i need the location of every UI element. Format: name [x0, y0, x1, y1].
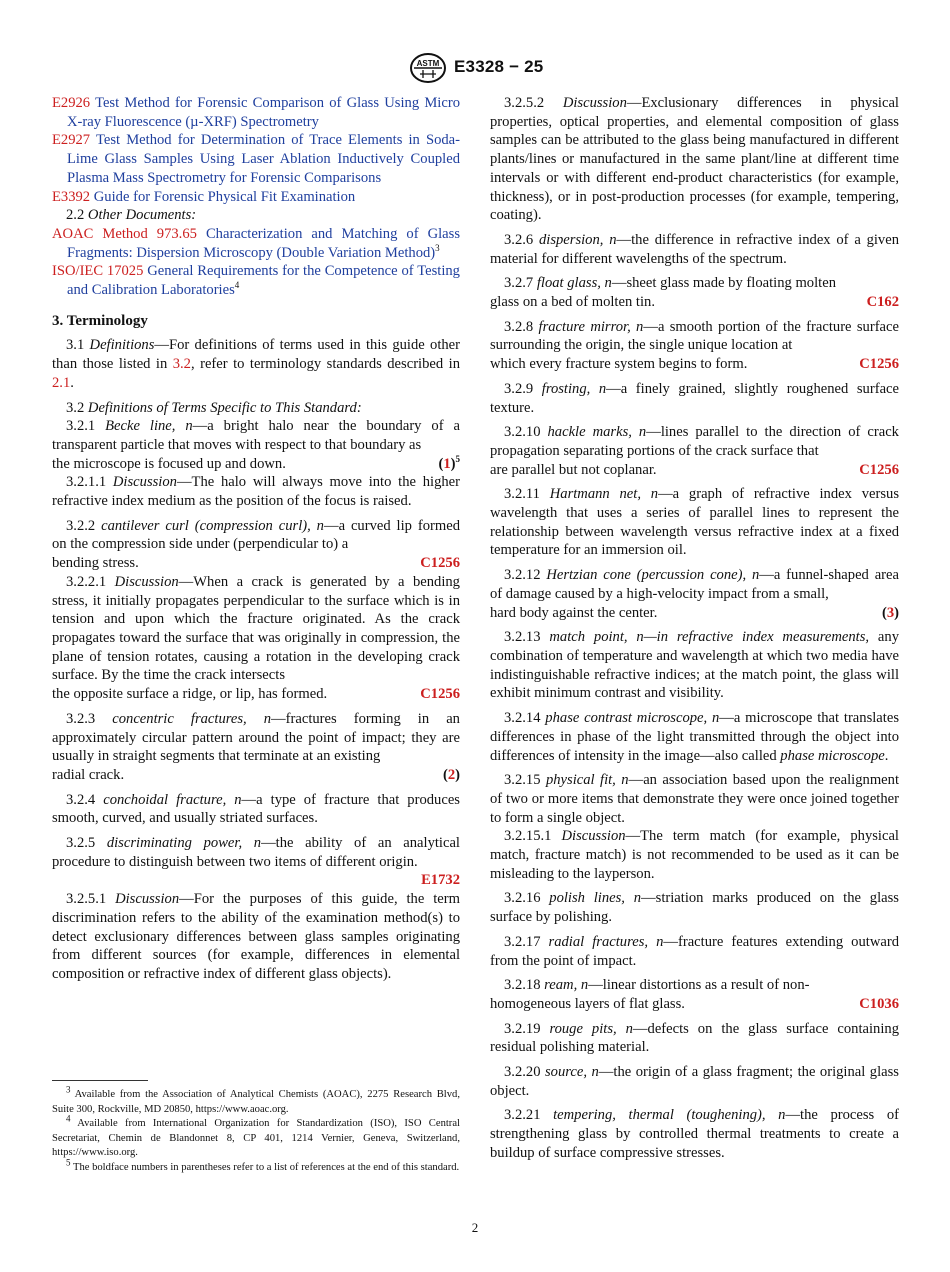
- standard-ref-link[interactable]: E1732: [421, 872, 460, 889]
- document-designation: E3328 − 25: [454, 57, 544, 76]
- page-number: 2: [471, 1220, 479, 1235]
- reference-e2926: E2926 Test Method for Forensic Comparison of Glass Using Micro X-ray Fluorescence (µ-XRF) Spectrometry: [52, 95, 460, 130]
- paragraph-3-1: 3.1 Definitions—For definitions of terms used in this guide other than those listed in 3.2, refer to terminology standards described in 2.1.: [52, 337, 461, 391]
- reference-aoac: AOAC Method 973.65 Characterization and Matching of Glass Fragments: Dispersion Microscopy (Double Variation Method)$^3$: [52, 225, 461, 261]
- paragraph-3-2-17: 3.2.17 radial fractures, n—fracture features extending outward from the point of impact.: [490, 933, 900, 969]
- footnote: $^5$ The boldface numbers in parentheses refer to a list of references at the end of this standard.: [66, 1156, 460, 1173]
- reference-list-2: [52, 225, 460, 300]
- paragraph-3-2-19: 3.2.19 rouge pits, n—defects on the glass surface containing residual polishing material.: [490, 1020, 899, 1056]
- reference-e3392: E3392 Guide for Forensic Physical Fit Examination: [52, 188, 356, 205]
- section-heading: 3. Terminology: [52, 312, 148, 329]
- section-link[interactable]: 3.2: [172, 356, 191, 373]
- paragraph-3-2-5-1: 3.2.5.1 Discussion—For the purposes of this guide, the term discrimination refers to the ability of the examination method(s) to detect exclusionary differences between glass samples originating from different sources (for example, differences in elemental composition or refractive index of different glass objects).: [52, 891, 460, 982]
- paragraph-3-2-16: 3.2.16 polish lines, n—striation marks produced on the glass surface by polishing.: [490, 890, 899, 926]
- reference-code-link[interactable]: ISO/IEC 17025: [52, 263, 144, 280]
- paragraph-3-2-6: 3.2.6 dispersion, n—the difference in refractive index of a given material for different wavelengths of the spectrum.: [490, 231, 900, 267]
- other-documents-heading: 2.2 Other Documents:: [66, 207, 197, 224]
- paragraph-3-2-7: 3.2.7 float glass, n—sheet glass made by floating molten glass on a bed of molten tin. C162: [490, 275, 899, 311]
- reference-iso: ISO/IEC 17025 General Requirements for the Competence of Testing and Calibration Laboratories$^4$: [52, 263, 460, 299]
- paragraph-3-2-4: 3.2.4 conchoidal fracture, n—a type of fracture that produces smooth, curved, and usually striated surfaces.: [52, 791, 460, 827]
- standard-ref-link[interactable]: C1256: [859, 461, 899, 478]
- footnotes: [52, 1084, 460, 1175]
- section-link[interactable]: 2.1: [52, 374, 71, 391]
- standard-ref-link[interactable]: C1036: [859, 995, 899, 1012]
- paragraph-3-2-2-1: 3.2.2.1 Discussion—When a crack is generated by a bending stress, it initially propagates perpendicular to the surface which is in tension and upon which the fracture originated. As the crack propagates toward the surface that was originally in compression, the plane of tension rotates, causing a rotation in the developing crack surface. By the time the crack intersects the opposite surface a ridge, or lip, has formed. C1256: [52, 573, 460, 703]
- paragraph-3-2-12: 3.2.12 Hertzian cone (percussion cone), n—a funnel-shaped area of damage caused by a high-velocity impact from a small, hard body against the center. (3): [490, 567, 899, 621]
- astm-logo-icon: [408, 52, 448, 84]
- reference-number-link[interactable]: 3: [886, 604, 895, 621]
- page-header: [0, 52, 950, 86]
- standard-ref-link[interactable]: C1256: [420, 686, 460, 703]
- paragraph-3-2-1: 3.2.1 Becke line, n—a bright halo near the boundary of a transparent particle that moves with respect to that boundary as the microscope is focused up and down. $(1)^5$: [52, 418, 460, 472]
- paragraph-3-2-13: 3.2.13 match point, n—in refractive index measurements, any combination of temperature and wavelength at which two media have indistinguishable refractive indices; at the match point, the glass will exhibit minimum contrast and visibility.: [490, 629, 899, 702]
- standard-ref-link[interactable]: C1256: [420, 555, 460, 572]
- paragraph-3-2-3: 3.2.3 concentric fractures, n—fractures forming in an approximately circular pattern around the point of impact; they are usually in straight segments that terminate at an existing radial crack. (2): [52, 710, 460, 783]
- paragraph-3-2-21: 3.2.21 tempering, thermal (toughening), n—the process of strengthening glass by controlled thermal treatments to create a buildup of surface compressive stresses.: [490, 1107, 899, 1161]
- reference-number-link[interactable]: 2: [447, 766, 456, 783]
- reference-code-link[interactable]: AOAC Method 973.65: [52, 225, 197, 242]
- reference-code-link[interactable]: E2926: [52, 95, 91, 111]
- paragraph-3-2-10: 3.2.10 hackle marks, n—lines parallel to the direction of crack propagation separating portions of the crack surface that are parallel but not coplanar. C1256: [490, 424, 899, 478]
- paragraph-3-2-5: 3.2.5 discriminating power, n—the ability of an analytical procedure to distinguish between two items of different origin. E1732: [52, 835, 460, 889]
- paragraph-3-2-11: 3.2.11 Hartmann net, n—a graph of refractive index versus wavelength that uses a series of parallel lines to represent the relationship between wavelength versus refractive index at a fixed temperature for an immersion oil.: [490, 486, 899, 559]
- footnote-divider: [52, 1080, 148, 1081]
- svg-text:ASTM: ASTM: [416, 59, 440, 68]
- right-column: [490, 94, 899, 1169]
- standard-ref-link[interactable]: C1256: [859, 356, 899, 373]
- paragraph-3-2-18: 3.2.18 ream, n—linear distortions as a result of non- homogeneous layers of flat glass. C1036: [490, 977, 899, 1012]
- reference-list-1: [52, 94, 460, 206]
- left-column: [52, 94, 460, 990]
- standard-ref-link[interactable]: C162: [866, 294, 899, 311]
- paragraph-3-2: 3.2 Definitions of Terms Specific to This Standard:: [66, 399, 362, 416]
- paragraph-3-2-1-1: 3.2.1.1 Discussion—The halo will always move into the higher refractive index medium as the position of the focus is raised.: [52, 474, 460, 510]
- reference-e2927: E2927 Test Method for Determination of Trace Elements in Soda-Lime Glass Samples Using Laser Ablation Inductively Coupled Plasma Mass Spectrometry for Forensic Comparisons: [52, 132, 460, 186]
- paragraph-3-2-5-2: 3.2.5.2 Discussion—Exclusionary differences in physical properties, optical properties, and elemental composition of glass samples can be attributed to the glass being manufactured in different plants/lines or manufactured in the same plant/line at different time intervals or with different end-product characteristics (for example, thickness), or in post-production processes (for example, tempering, coating).: [490, 95, 899, 224]
- paragraph-3-2-14: 3.2.14 phase contrast microscope, n—a microscope that translates differences in phase of the light transmitted through the object into differences of intensity in the image—also called phase microscope.: [490, 710, 900, 764]
- paragraph-3-2-20: 3.2.20 source, n—the origin of a glass fragment; the original glass object.: [490, 1064, 899, 1099]
- reference-number: $(1)^5$: [438, 453, 460, 472]
- paragraph-3-2-8: 3.2.8 fracture mirror, n—a smooth portion of the fracture surface surrounding the origin, the single unique location at which every fracture system begins to form. C1256: [490, 318, 899, 373]
- footnote: $^4$ Available from International Organization for Standardization (ISO), ISO Central Secretariat, Chemin de Blandonnet 8, CP 401, 1214 Vernier, Geneva, Switzerland, https://www.iso.org.: [52, 1113, 460, 1158]
- reference-code-link[interactable]: E2927: [52, 132, 91, 149]
- paragraph-3-2-15: 3.2.15 physical fit, n—an association based upon the realignment of two or more items that demonstrate they were once joined together to form a single object.: [490, 772, 899, 826]
- reference-code-link[interactable]: E3392: [52, 188, 91, 205]
- footnote: $^3$ Available from the Association of Analytical Chemists (AOAC), 2275 Research Blvd, Suite 300, Rockville, MD 20850, https://www.aoac.org.: [52, 1084, 460, 1115]
- paragraph-3-2-9: 3.2.9 frosting, n—a finely grained, slightly roughened surface texture.: [490, 380, 900, 416]
- paragraph-3-2-2: 3.2.2 cantilever curl (compression curl), n—a curved lip formed on the compression side under (perpendicular to) a bending stress. C1256: [52, 517, 460, 572]
- paragraph-3-2-15-1: 3.2.15.1 Discussion—The term match (for example, physical match, fracture match) is not recommended to be used as it can be misleading to the layperson.: [490, 828, 899, 882]
